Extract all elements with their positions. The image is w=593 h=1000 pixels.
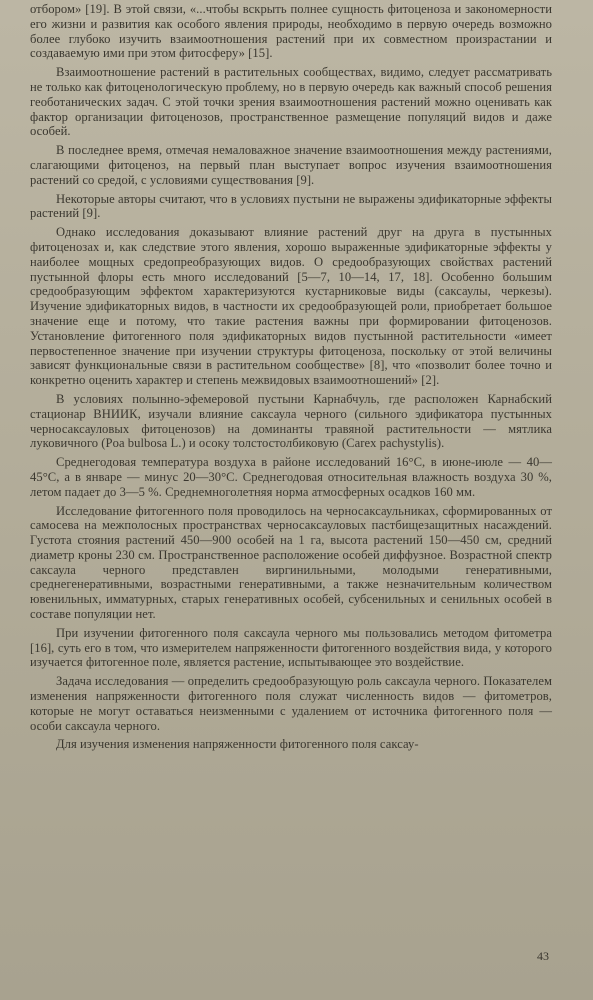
paragraph-10: Задача исследования — определить средообразующую роль саксаула черного. Показателем изменения напряженности фитогенного поля служат численность видов — фитометров, которые не могут оставаться неизменными с удалением от источника фитогенного поля — особи саксаула черного. (30, 674, 552, 733)
body-text (30, 2, 552, 756)
paragraph-11: Для изучения изменения напряженности фитогенного поля саксау- (56, 737, 419, 752)
paragraph-8: Исследование фитогенного поля проводилось на черносаксаульниках, сформированных от самосева на межполосных пространствах черносаксауловых пастбищезащитных насаждений. Густота стояния растений 450—900 особей на 1 га, высота растений 150—450 см, средний диаметр кроны 230 см. Пространственное расположение особей диффузное. Возрастной спектр саксаула черного представлен виргинильными, молодыми генеративными, среднегенеративными, возрастными генеративными, а также незначительным количеством ювенильных, имматурных, старых генеративных особей, субсенильных и сенильных особей в составе популяции нет. (30, 503, 552, 622)
paragraph-3: В последнее время, отмечая немаловажное значение взаимоотношения между растениями, слагающими фитоценоз, на первый план выступает вопрос изучения взаимоотношения растений со средой, с условиями существования [9]. (30, 143, 552, 187)
paragraph-2: Взаимоотношение растений в растительных сообществах, видимо, следует рассматривать не только как фитоценологическую проблему, но в первую очередь как важный способ решения геоботанических задач. С этой точки зрения взаимоотношения растений можно оценивать как фактор организации фитоценозов, пространственное размещение популяций видов и даже особей. (30, 65, 552, 139)
paragraph-9: При изучении фитогенного поля саксаула черного мы пользовались методом фитометра [16], суть его в том, что измерителем напряженности фитогенного воздействия вида, у которого изучается фитогенное поле, является растение, испытывающее это воздействие. (30, 625, 552, 670)
paragraph-6: В условиях полынно-эфемеровой пустыни Карнабчуль, где расположен Карнабский стационар ВНИИК, изучали влияние саксаула черного (сильного эдификатора пустынных черносаксауловых фитоценозов) на доминанты травяной растительности — мятлика луковичного (Poa bulbosa L.) и осоку толстостолбиковую (Carex pachystylis). (30, 391, 552, 451)
paragraph-5: Однако исследования доказывают влияние растений друг на друга в пустынных фитоценозах и, как следствие этого явления, хорошо выраженные эдификаторные эффекты у наиболее мощных средопреобразующих видов. О средообразующих свойствах растений пустынной флоры есть много исследований [5—7, 10—14, 17, 18]. Особенно большим средообразующим эффектом характеризуются кустарниковые виды (саксаулы, черкезы). Изучение эдификаторных видов, в частности их средообразующей роли, приобретает большое значение еще и потому, что такие растения важны при формировании фитоценозов. Установление фитогенного поля эдификаторных видов пустынной растительности «имеет первостепенное значение при изучении структуры фитоценоза, поскольку от этой величины зависят функциональные связи в растительном сообществе» [8], что «позволит более точно и конкретно оценить характер и степень межвидовых взаимоотношений» [2]. (30, 225, 552, 388)
paragraph-7: Среднегодовая температура воздуха в районе исследований 16°C, в июне-июле — 40—45°C, а в январе — минус 20—30°C. Среднегодовая относительная влажность воздуха 30 %, летом падает до 3—5 %. Среднемноголетняя норма атмосферных осадков 160 мм. (30, 455, 552, 499)
paragraph-4: Некоторые авторы считают, что в условиях пустыни не выражены эдификаторные эффекты растений [9]. (30, 191, 552, 221)
paragraph-1: отбором» [19]. В этой связи, «...чтобы вскрыть полнее сущность фитоценоза и закономерности его жизни и развития как особого явления природы, необходимо в первую очередь возможно более глубоко изучить взаимоотношения растений при их совместном произрастании и создаваемую ими при этом фитосферу» [15]. (30, 2, 552, 61)
page-number: 43 (537, 949, 549, 963)
